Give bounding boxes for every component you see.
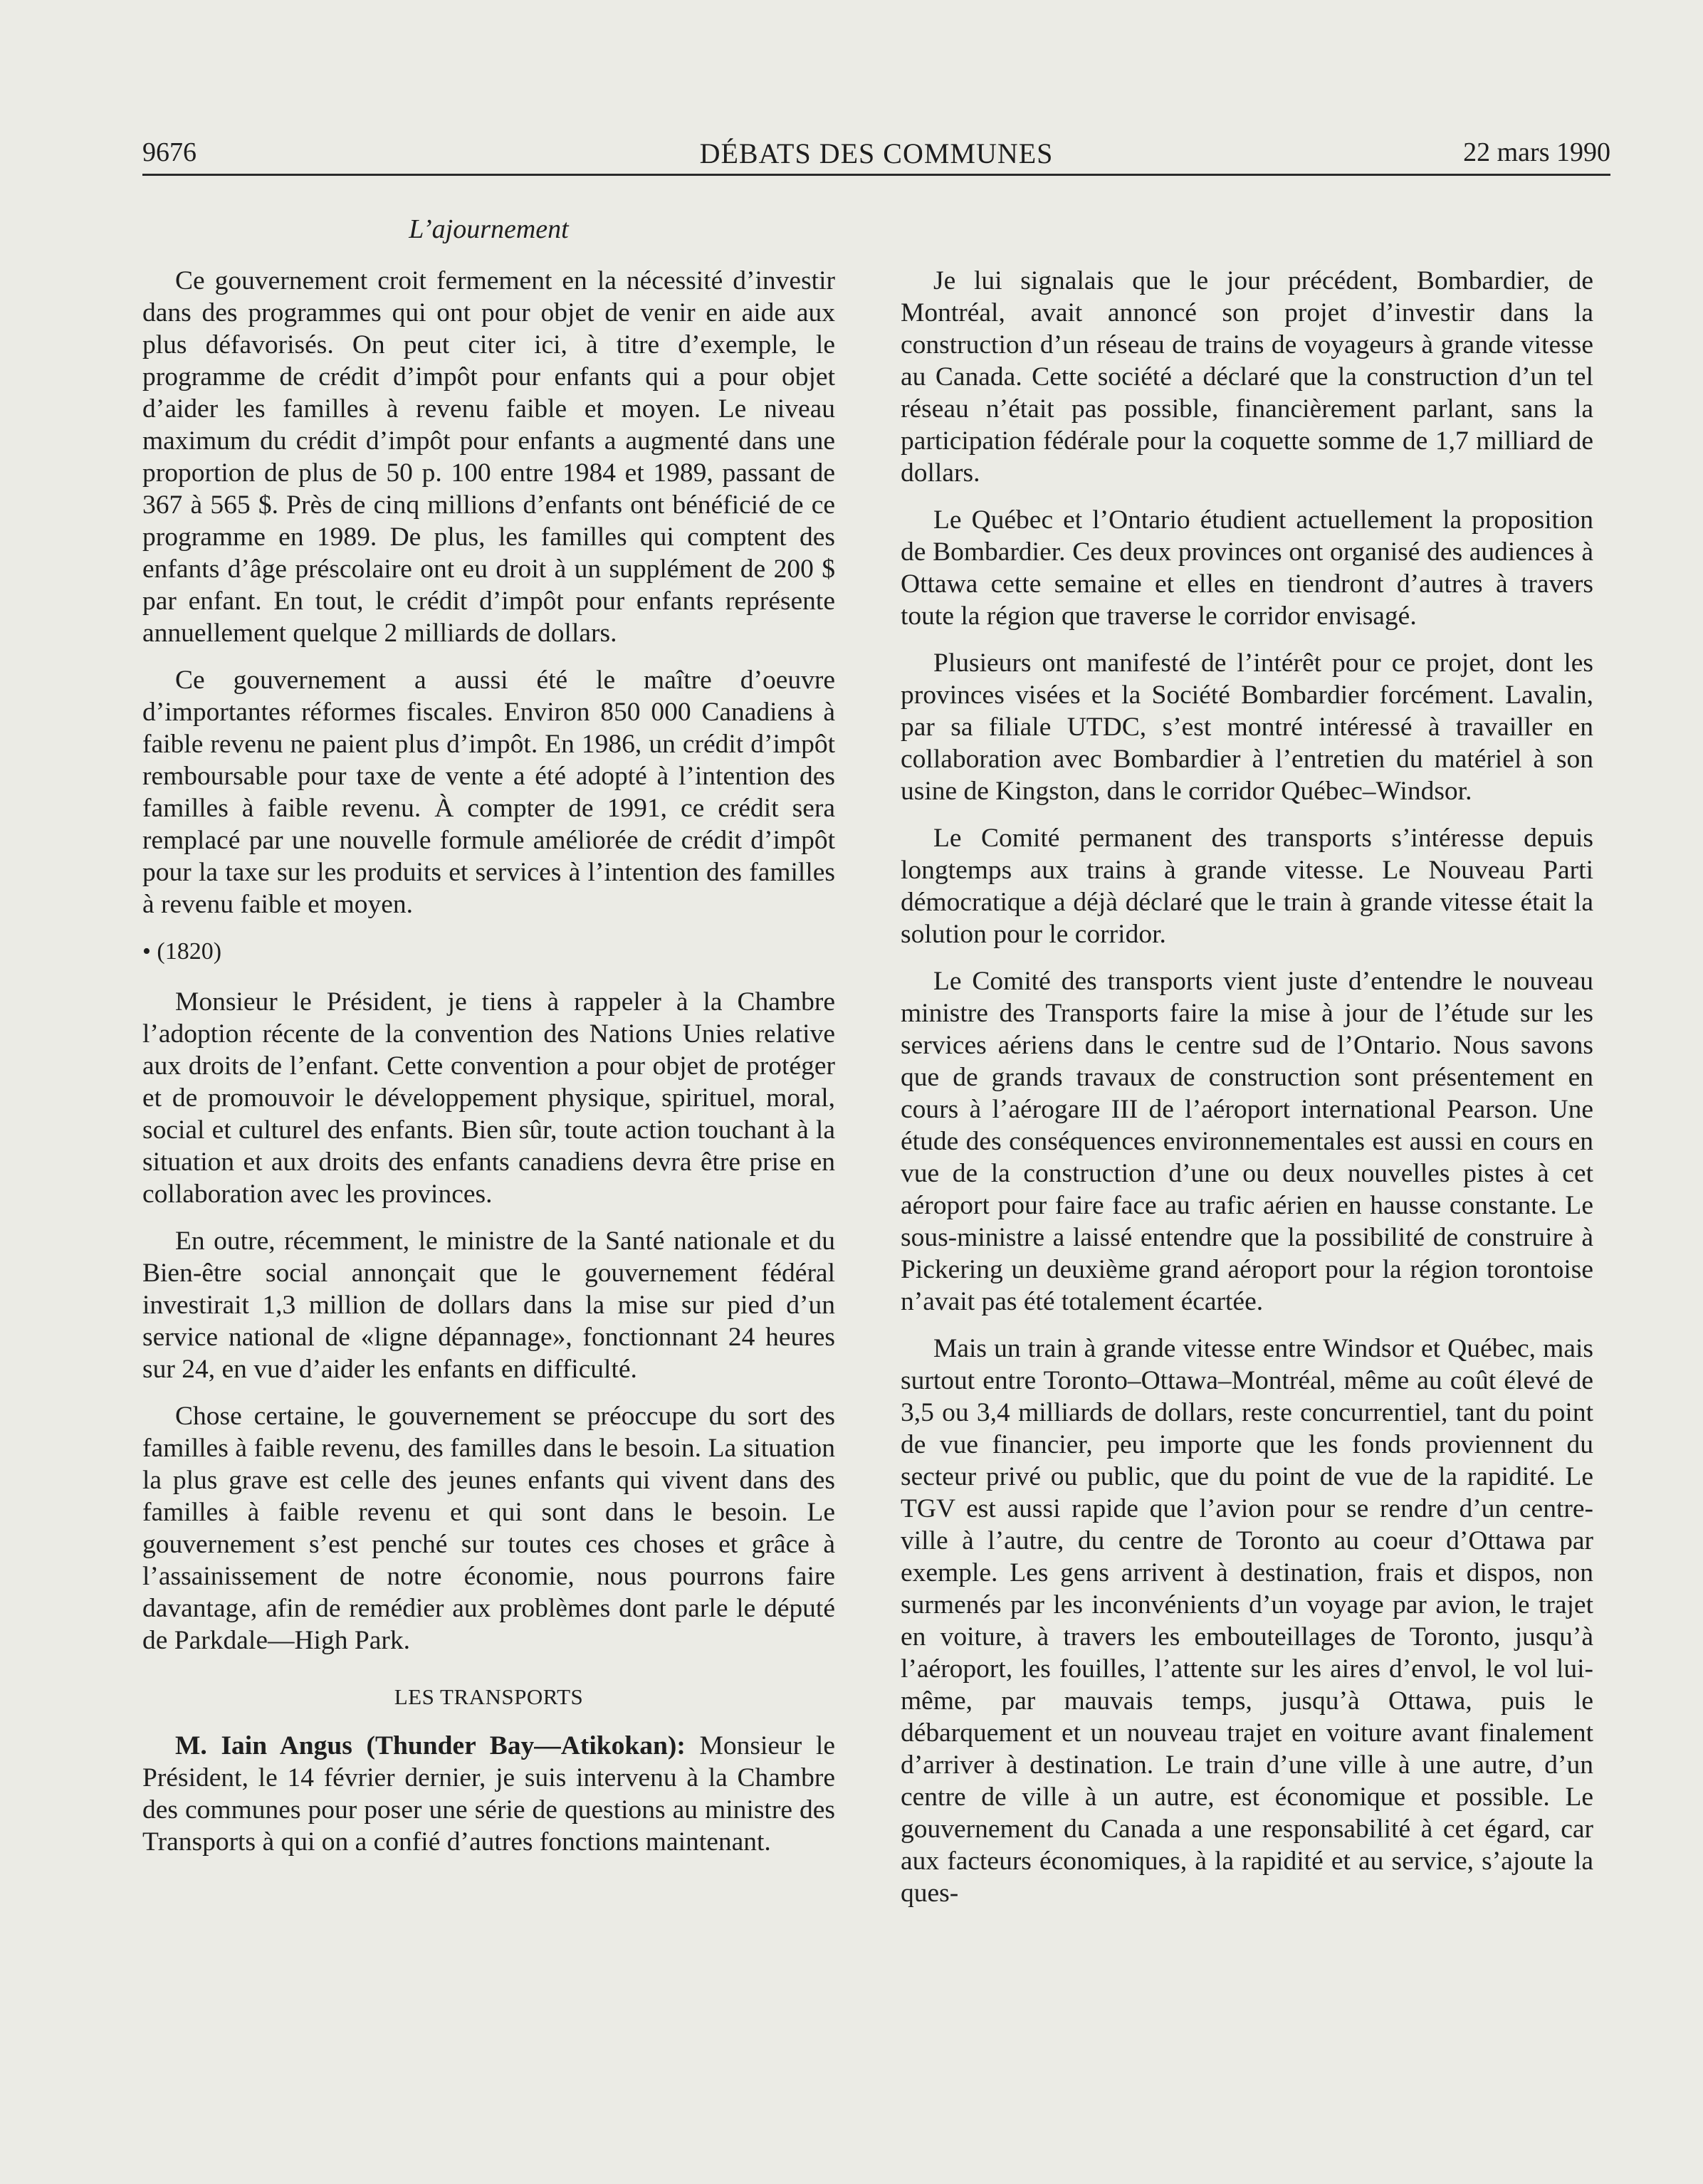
paragraph: Ce gouvernement a aussi été le maître d’oeuvre d’importantes réformes fiscales. Environ 850 000 Canadiens à faible revenu ne paient plus d’impôt. En 1986, un crédit d’impôt remboursable pour taxe de vente a été adopté à l’intention des familles à faible revenu. À compter de 1991, ce crédit sera remplacé par une nouvelle formule améliorée de crédit d’impôt pour la taxe sur les produits et services à l’intention des familles à revenu faible et moyen. bbox=[142, 666, 835, 919]
subheading-transports: LES TRANSPORTS bbox=[394, 1684, 584, 1709]
publication-date: 22 mars 1990 bbox=[1463, 137, 1610, 167]
paragraph: Le Québec et l’Ontario étudient actuellement la proposition de Bombardier. Ces deux provinces ont organisé des audiences à Ottawa cette semaine et elles en tiendront d’autres à travers toute la région que traverse le corridor envisagé. bbox=[901, 505, 1593, 631]
paragraph: Le Comité des transports vient juste d’entendre le nouveau ministre des Transports faire la mise à jour de l’étude sur les services aériens dans le centre sud de l’Ontario. Nous savons que de grands travaux de construction sont présentement en cours à l’aérogare III de l’aéroport international Pearson. Une étude des conséquences environnementales est aussi en cours en vue de la construction d’une ou deux nouvelles pistes à cet aéroport pour faire face au trafic aérien en hausse constante. Le sous-ministre a laissé entendre que la possibilité de construire à Pickering un deuxième grand aéroport pour la région torontoise n’avait pas été totalement écartée. bbox=[901, 967, 1593, 1316]
header-rule bbox=[142, 174, 1610, 176]
page-number: 9676 bbox=[142, 137, 197, 167]
paragraph: Le Comité permanent des transports s’intéresse depuis longtemps aux trains à grande vitesse. Le Nouveau Parti démocratique a déjà déclaré que le train à grande vitesse était la solution pour le corridor. bbox=[901, 824, 1593, 949]
paragraph: Ce gouvernement croit fermement en la nécessité d’investir dans des programmes qui ont pour objet de venir en aide aux plus défavorisés. On peut citer ici, à titre d’exemple, le programme de crédit d’impôt pour enfants qui a pour objet d’aider les familles à revenu faible et moyen. Le niveau maximum du crédit d’impôt pour enfants a augmenté dans une proportion de plus de 50 p. 100 entre 1984 et 1989, passant de 367 à 565 $. Près de cinq millions d’enfants ont bénéficié de ce programme en 1989. De plus, les familles qui comptent des enfants d’âge préscolaire ont eu droit à un supplément de 200 $ par enfant. En tout, le crédit d’impôt pour enfants représente annuellement quelque 2 milliards de dollars. bbox=[142, 266, 835, 648]
page-header bbox=[142, 137, 1610, 172]
paragraph: Mais un train à grande vitesse entre Windsor et Québec, mais surtout entre Toronto–Ottawa–Montréal, même au coût élevé de 3,5 ou 3,4 milliards de dollars, reste concurrentiel, tant du point de vue financier, peu importe que les fonds proviennent du secteur privé ou public, que du point de vue de la rapidité. Le TGV est aussi rapide que l’avion pour se rendre d’un centre-ville à l’autre, du centre de Toronto au coeur d’Ottawa par exemple. Les gens arrivent à destination, frais et dispos, non surmenés par les inconvénients d’un voyage par avion, le trajet en voiture, à travers les embouteillages de Toronto, jusqu’à l’aéroport, les fouilles, l’attente sur les aires d’envol, le vol lui-même, par mauvais temps, jusqu’à Ottawa, puis le débarquement et un nouveau trajet en voiture avant finalement d’arriver à destination. Le train d’une ville à une autre, d’un centre de ville à un autre, est économique et possible. Le gouvernement du Canada a une responsabilité à cet égard, car aux facteurs économiques, à la rapidité et au service, s’ajoute la ques- bbox=[901, 1334, 1593, 1908]
paragraph: En outre, récemment, le ministre de la Santé nationale et du Bien-être social annonçait que le gouvernement fédéral investirait 1,3 million de dollars dans la mise sur pied d’un service national de «ligne dépannage», fonctionnant 24 heures sur 24, en vue d’aider les enfants en difficulté. bbox=[142, 1227, 835, 1384]
section-heading: L’ajournement bbox=[409, 214, 569, 244]
left-column bbox=[142, 265, 835, 1873]
right-column bbox=[901, 265, 1593, 1924]
publication-title: DÉBATS DES COMMUNES bbox=[699, 137, 1054, 169]
paragraph: Monsieur le Président, je tiens à rappeler à la Chambre l’adoption récente de la convention des Nations Unies relative aux droits de l’enfant. Cette convention a pour objet de protéger et de promouvoir le développement physique, spirituel, moral, social et culturel des enfants. Bien sûr, toute action touchant à la situation et aux droits des enfants canadiens devra être prise en collaboration avec les provinces. bbox=[142, 987, 835, 1209]
time-marker: • (1820) bbox=[142, 938, 222, 965]
paragraph: Plusieurs ont manifesté de l’intérêt pour ce projet, dont les provinces visées et la Société Bombardier forcément. Lavalin, par sa filiale UTDC, s’est montré intéressé à travailler en collaboration avec Bombardier à l’entretien du matériel à son usine de Kingston, dans le corridor Québec–Windsor. bbox=[901, 649, 1593, 806]
speaker-text: Monsieur le Président, le 14 février dernier, je suis intervenu à la Chambre des communes pour poser une série de questions au ministre des Transports à qui on a confié d’autres fonctions maintenant. bbox=[142, 1731, 835, 1857]
speaker-name: M. Iain Angus (Thunder Bay—Atikokan): bbox=[175, 1731, 686, 1760]
paragraph: Chose certaine, le gouvernement se préoccupe du sort des familles à faible revenu, des familles dans le besoin. La situation la plus grave est celle des jeunes enfants qui vivent dans des familles à faible revenu et qui sont dans le besoin. Le gouvernement s’est penché sur toutes ces choses et grâce à l’assainissement de notre économie, nous pourrons faire davantage, afin de remédier aux problèmes dont parle le député de Parkdale—High Park. bbox=[142, 1402, 835, 1655]
paragraph: Je lui signalais que le jour précédent, Bombardier, de Montréal, avait annoncé son projet d’investir dans la construction d’un réseau de trains de voyageurs à grande vitesse au Canada. Cette société a déclaré que la construction d’un tel réseau n’était pas possible, financièrement parlant, sans la participation fédérale pour la coquette somme de 1,7 milliard de dollars. bbox=[901, 266, 1593, 488]
speaker-paragraph bbox=[142, 1730, 835, 1858]
